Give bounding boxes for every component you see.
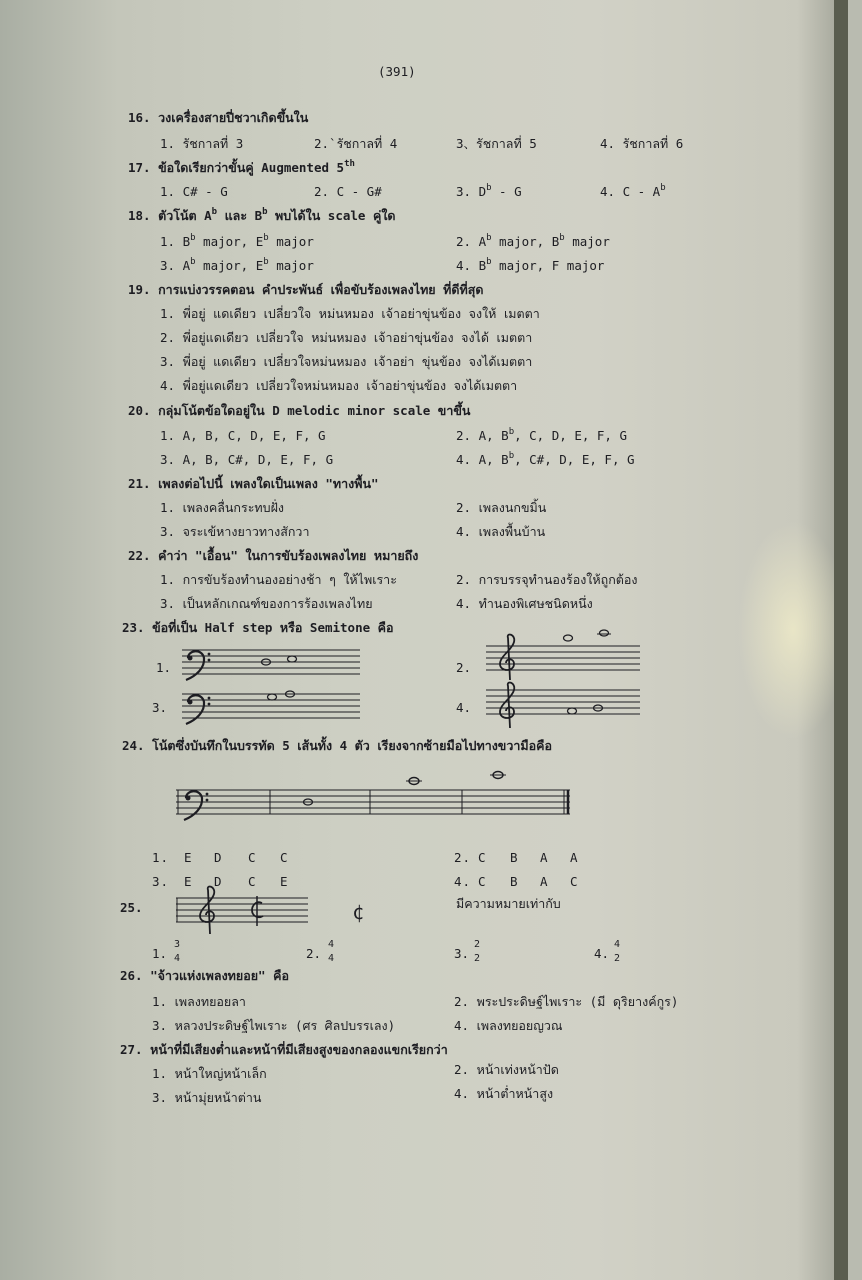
q18-option-2: 2. $A^b$ major, $B^b$ major	[456, 233, 610, 249]
q27-option-1: 1. หน้าใหญ่หน้าเล็ก	[152, 1066, 267, 1081]
q16-option-1: 1. รัชกาลที่ 3	[160, 136, 244, 151]
q19-option-2: 2. พี่อยู่แดเดียว เปลี่ยวใจ หม่นหมอง เจ้าอย่าขุ่นข้อง จงได้ เมตตา	[160, 330, 533, 345]
q26-option-1: 1. เพลงทยอยลา	[152, 994, 246, 1009]
q17-option-2: 2. C - G#	[314, 184, 382, 199]
q23-staff-3	[182, 688, 362, 724]
q19-question: 19. การแบ่งวรรคตอน คำประพันธ์ เพื่อขับร้องเพลงไทย ที่ดีที่สุด	[128, 282, 484, 297]
q20-option-3: 3. A, B, C#, D, E, F, G	[160, 452, 334, 467]
q16-option-4: 4. รัชกาลที่ 6	[600, 136, 684, 151]
cut-time-symbol-standalone: ¢	[352, 900, 365, 924]
q17-option-3: 3. $D^b$ - G	[456, 183, 522, 199]
q23-staff-1	[182, 646, 362, 682]
q25-caption: มีความหมายเท่ากับ	[456, 896, 561, 911]
q22-question: 22. คำว่า "เอื้อน" ในการขับร้องเพลงไทย หมายถึง	[128, 548, 419, 563]
q16-option-3: 3、รัชกาลที่ 5	[456, 136, 537, 151]
q25-option-1-label: 1.	[152, 946, 168, 961]
whole-note	[600, 630, 609, 636]
q23-option-3-label: 3.	[152, 700, 168, 715]
whole-note	[288, 656, 297, 662]
q21-option-3: 3. จระเข้หางยาวทางสักวา	[160, 524, 310, 539]
q26-option-3: 3. หลวงประดิษฐ์ไพเราะ (ศร ศิลปบรรเลง)	[152, 1018, 396, 1033]
q22-option-4: 4. ทำนองพิเศษชนิดหนึ่ง	[456, 596, 593, 611]
q17-question: 17. ข้อใดเรียกว่าขั้นคู่ Augmented 5th	[128, 159, 355, 175]
q25-number: 25.	[120, 900, 143, 915]
q26-option-4: 4. เพลงทยอยญวณ	[454, 1018, 563, 1033]
treble-clef-icon	[500, 683, 514, 728]
q27-option-4: 4. หน้าต่ำหน้าสูง	[454, 1086, 554, 1101]
q20-option-4: 4. A, $B^b$, C#, D, E, F, G	[456, 451, 635, 467]
q25-option-4-time-signature: 4 2	[614, 939, 621, 964]
whole-note	[268, 694, 277, 700]
q27-question: 27. หน้าที่มีเสียงต่ำและหน้าที่มีเสียงสูงของกลองแขกเรียกว่า	[120, 1042, 448, 1057]
whole-note	[564, 635, 573, 641]
q24-question: 24. โน้ตซึ่งบันทึกในบรรทัด 5 เส้นทั้ง 4 ตัว เรียงจากซ้ายมือไปทางขวามือคือ	[122, 738, 553, 753]
q16-question: 16. วงเครื่องสายปี่ชวาเกิดขึ้นใน	[128, 110, 309, 125]
whole-note	[568, 708, 577, 714]
q19-option-4: 4. พี่อยู่แดเดียว เปลี่ยวใจหม่นหมอง เจ้าอย่าขุ่นข้อง จงได้เมตตา	[160, 378, 518, 393]
q24-option-3: 3. E D C E	[152, 874, 289, 889]
q22-option-3: 3. เป็นหลักเกณฑ์ของการร้องเพลงไทย	[160, 596, 373, 611]
q18-option-1: 1. $B^b$ major, $E^b$ major	[160, 233, 314, 249]
q23-option-1-label: 1.	[156, 660, 172, 675]
q23-question: 23. ข้อที่เป็น Half step หรือ Semitone คือ	[122, 620, 394, 635]
q17-option-4: 4. C - $A^b$	[600, 183, 666, 199]
q27-option-2: 2. หน้าเท่งหน้าปัด	[454, 1062, 559, 1077]
q23-option-4-label: 4.	[456, 700, 472, 715]
q18-option-3: 3. $A^b$ major, $E^b$ major	[160, 257, 314, 273]
q25-option-3-time-signature: 2 2	[474, 939, 481, 964]
q16-option-2: 2.`รัชกาลที่ 4	[314, 136, 398, 151]
q24-option-2: 2. C B A A	[454, 850, 579, 865]
q25-option-3-label: 3.	[454, 946, 470, 961]
q22-option-2: 2. การบรรจุทำนองร้องให้ถูกต้อง	[456, 572, 638, 587]
q24-option-1: 1. E D C C	[152, 850, 289, 865]
q27-option-3: 3. หน้ามุ่ยหน้าต่าน	[152, 1090, 262, 1105]
q20-option-1: 1. A, B, C, D, E, F, G	[160, 428, 326, 443]
q26-question: 26. "จ้าวแห่งเพลงทยอย" คือ	[120, 968, 289, 983]
q25-option-1-time-signature: 3 4	[174, 939, 181, 964]
q21-option-2: 2. เพลงนกขมิ้น	[456, 500, 547, 515]
q26-option-2: 2. พระประดิษฐ์ไพเราะ (มี ดุริยางค์กูร)	[454, 994, 679, 1009]
q21-question: 21. เพลงต่อไปนี้ เพลงใดเป็นเพลง "ทางพื้น"	[128, 476, 379, 491]
q19-option-3: 3. พี่อยู่ แดเดียว เปลี่ยวใจหม่นหมอง เจ้าอย่า ขุ่นข้อง จงได้เมตตา	[160, 354, 533, 369]
q18-option-4: 4. $B^b$ major, F major	[456, 257, 605, 273]
q25-option-2-label: 2.	[306, 946, 322, 961]
q18-question: 18. ตัวโน้ต $A^b$ และ $B^b$ พบได้ใน scale คู่ใด	[128, 207, 396, 223]
q23-staff-2	[486, 630, 642, 682]
q22-option-1: 1. การขับร้องทำนองอย่างช้า ๆ ให้ไพเราะ	[160, 572, 397, 587]
page-spine-edge	[834, 0, 848, 1280]
q21-option-1: 1. เพลงคลื่นกระทบฝั่ง	[160, 500, 285, 515]
page-number: (391)	[378, 64, 416, 79]
q17-option-1: 1. C# - G	[160, 184, 228, 199]
q21-option-4: 4. เพลงพื้นบ้าน	[456, 524, 546, 539]
q19-option-1: 1. พี่อยู่ แดเดียว เปลี่ยวใจ หม่นหมอง เจ้าอย่าขุ่นข้อง จงให้ เมตตา	[160, 306, 540, 321]
light-reflection	[738, 520, 848, 740]
q20-question: 20. กลุ่มโน้ตข้อใดอยู่ใน D melodic minor scale ขาขึ้น	[128, 403, 471, 418]
q25-option-2-time-signature: 4 4	[328, 939, 335, 964]
q20-option-2: 2. A, $B^b$, C, D, E, F, G	[456, 427, 627, 443]
treble-clef-icon	[500, 635, 514, 680]
q23-option-2-label: 2.	[456, 660, 472, 675]
q25-option-4-label: 4.	[594, 946, 610, 961]
q25-staff	[176, 886, 310, 934]
q23-staff-4	[486, 684, 642, 730]
q24-staff	[176, 766, 572, 826]
q24-option-4: 4. C B A C	[454, 874, 579, 889]
